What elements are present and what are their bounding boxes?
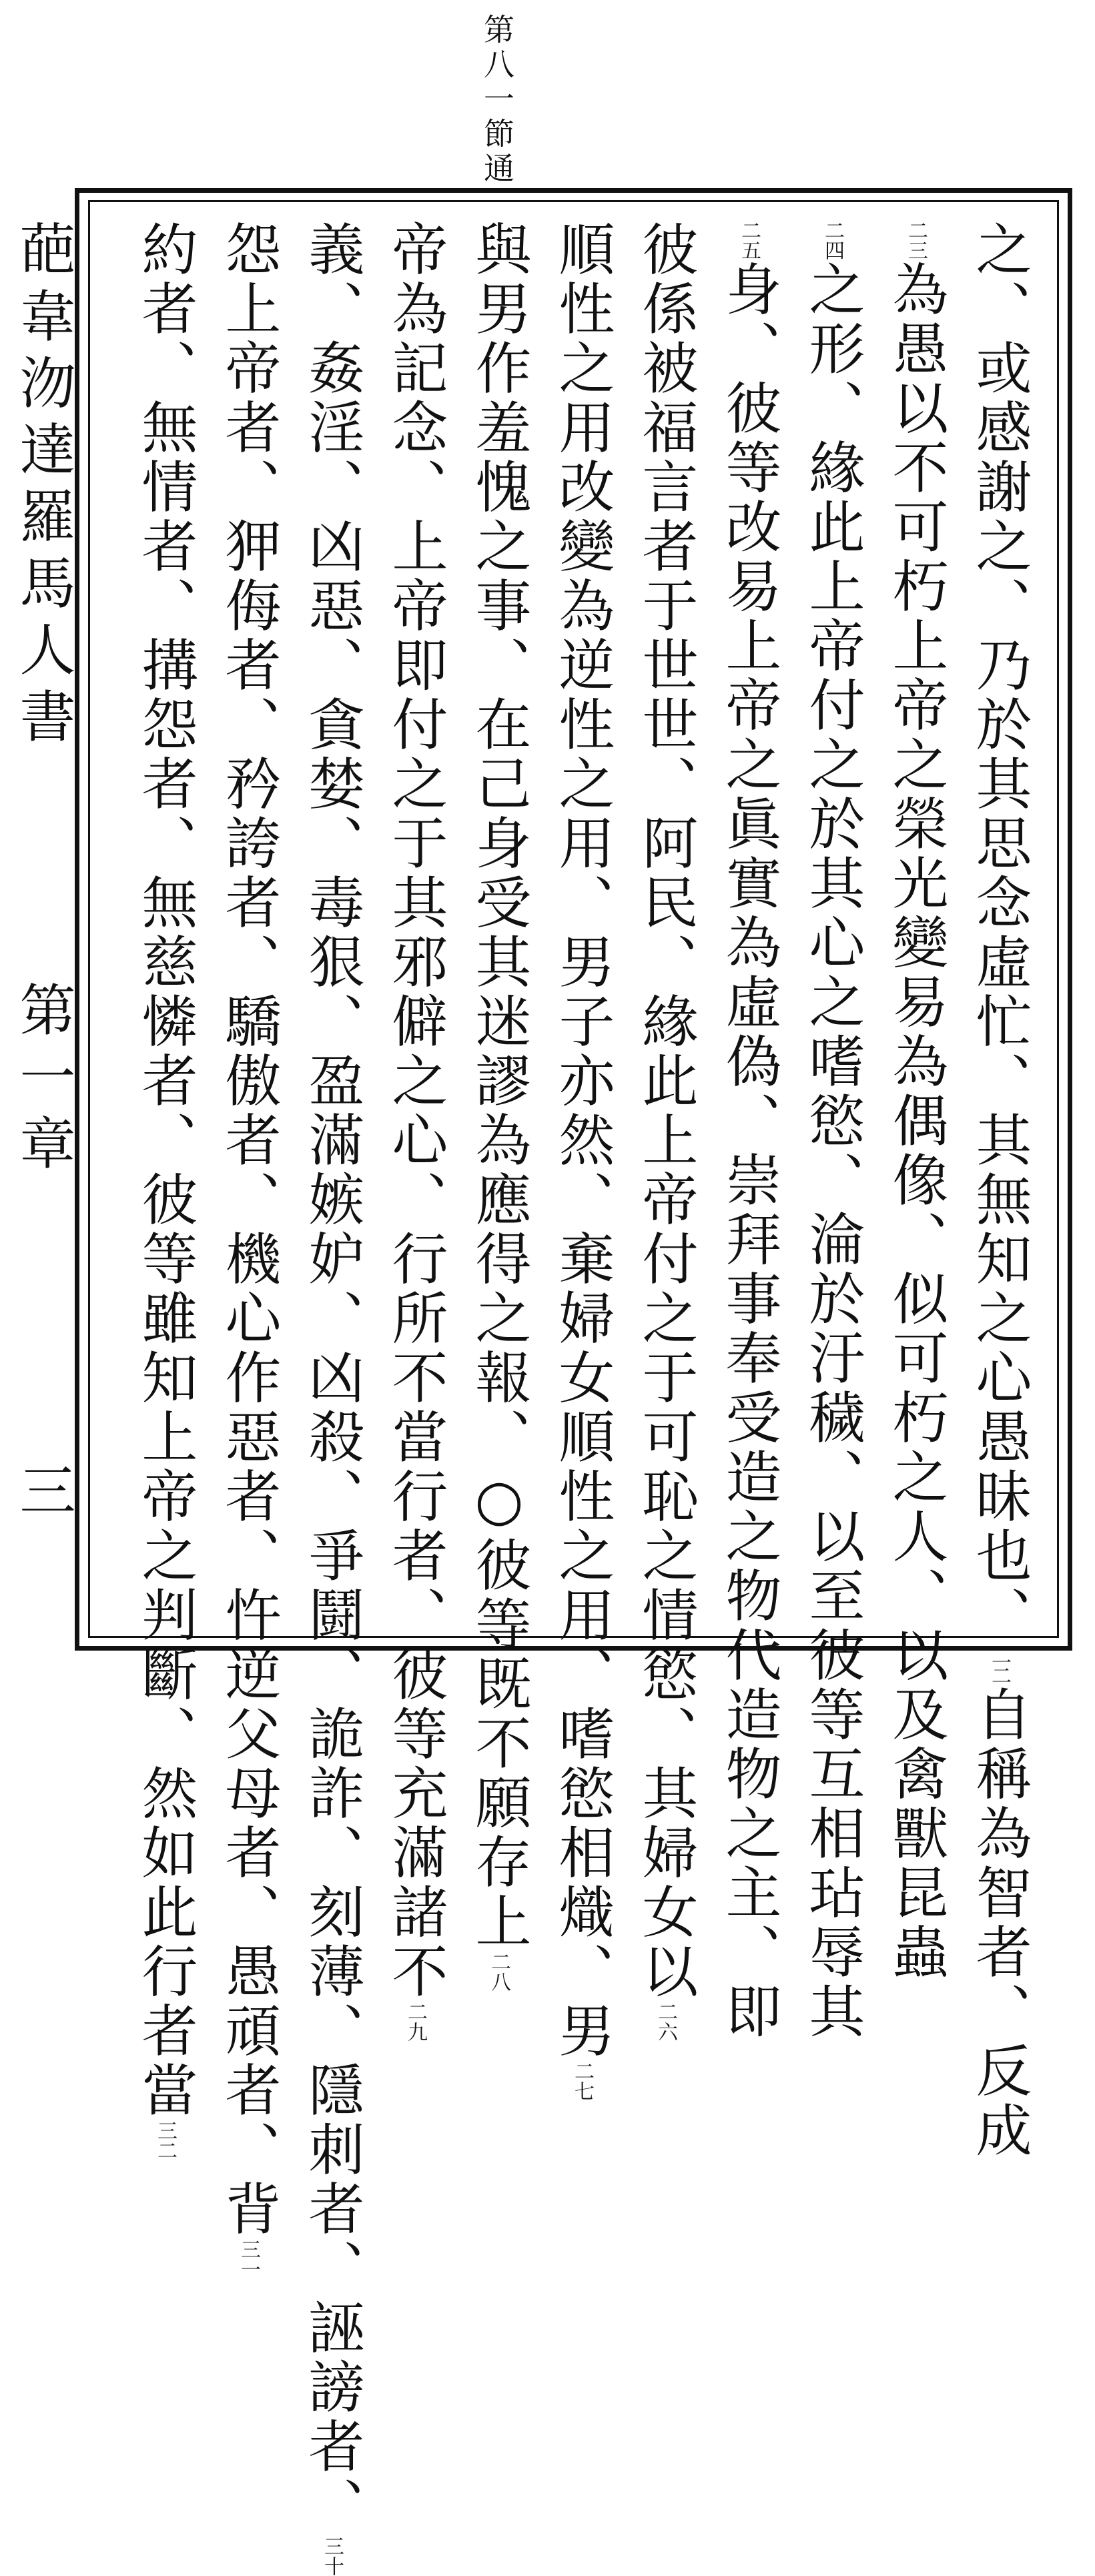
text-line-3: $^{二四}$之形、緣此上帝付之於其心之嗜慾、淪於汙穢、以至彼等互相玷辱其 xyxy=(800,220,865,2042)
running-header: 第八一節通 xyxy=(479,13,515,187)
text-line-4: $^{二五}$身、彼等改易上帝之眞實為虛偽、崇拜事奉受造之物代造物之主、即 xyxy=(717,220,782,2042)
text-body xyxy=(107,220,1041,2576)
text-line-5: 彼係被福言者于世世、阿民、緣此上帝付之于可恥之情慾、其婦女以$^{二六}$ xyxy=(633,220,699,2042)
verse-number: 三十 xyxy=(320,2536,344,2576)
chapter-label: 第一章 xyxy=(11,981,76,1181)
verse-number: 三一 xyxy=(237,2239,260,2279)
verse-number: 二三 xyxy=(904,220,928,260)
side-title xyxy=(11,220,76,1635)
verse-number: 二九 xyxy=(404,2002,427,2042)
page-number: 三 xyxy=(11,1461,76,1528)
verse-number: 二四 xyxy=(821,220,844,260)
text-line-2: $^{二三}$為愚以不可朽上帝之榮光變易為偶像、似可朽之人、以及禽獸昆蟲 xyxy=(883,220,949,1982)
verse-number: 二八 xyxy=(487,1952,510,1992)
verse-number: 三二 xyxy=(153,2120,177,2160)
text-line-11: 約者、無情者、搆怨者、無慈憐者、彼等雖知上帝之判斷、然如此行者當$^{三二}$ xyxy=(133,220,198,2160)
verse-number: 二六 xyxy=(654,2002,677,2042)
text-line-8: 帝為記念、上帝即付之于其邪僻之心、行所不當行者、彼等充滿諸不$^{二九}$ xyxy=(383,220,448,2042)
verse-number: 二二 xyxy=(988,1645,1011,1685)
text-line-10: 怨上帝者、狎侮者、矜誇者、驕傲者、機心作惡者、忤逆父母者、愚頑者、背$^{三一}$ xyxy=(216,220,282,2279)
text-line-1: 之、或感謝之、乃於其思念虛忙、其無知之心愚昧也、$^{二二}$自稱為智者、反成 xyxy=(967,220,1032,2160)
verse-number: 二五 xyxy=(737,220,761,260)
verse-number: 二七 xyxy=(571,2061,594,2101)
text-line-7: 與男作羞愧之事、在己身受其迷謬為應得之報、○彼等既不願存上$^{二八}$ xyxy=(466,220,532,1992)
text-line-9: 義、姦淫、凶惡、貪婪、毒狠、盈滿嫉妒、凶殺、爭鬪、詭詐、刻薄、隱刺者、誣謗者、$^{三十}$ xyxy=(300,220,365,2576)
text-line-6: 順性之用改變為逆性之用、男子亦然、棄婦女順性之用、嗜慾相熾、男$^{二七}$ xyxy=(550,220,615,2101)
book-title: 葩韋沕達羅馬人書 xyxy=(11,220,76,754)
